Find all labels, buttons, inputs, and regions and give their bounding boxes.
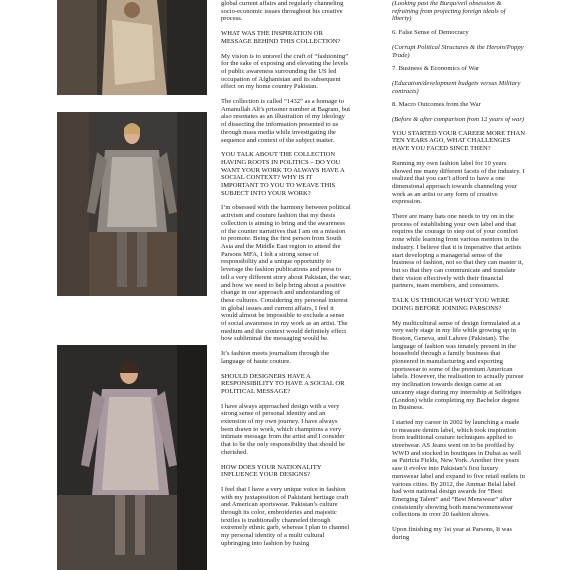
runway-photo-1-image xyxy=(57,0,207,95)
answer-politics-2: It’s fashion meets journalism through the language of haute couture. xyxy=(221,350,330,365)
question-politics: YOU TALK ABOUT THE COLLECTION HAVING ROOTS IN POLITICS – DO YOU WANT YOUR WORK TO ALWAYS HAVE A SOCIAL CONTEXT? WHY IS IT IMPORTANT TO YOU TO WEAVE THIS SUBJECT INTO YOUR WORK? xyxy=(221,151,345,197)
question-challenges: YOU STARTED YOUR CAREER MORE THAN TEN YEARS AGO, WHAT CHALLENGES HAVE YOU FACED SINCE THEN? xyxy=(392,129,525,153)
question-inspiration: WHAT WAS THE INSPIRATION OR MESSAGE BEHIND THIS COLLECTION? xyxy=(221,30,341,45)
list-note-6: (Corrupt Political Structures & the Heroin/Poppy Trade) xyxy=(392,43,524,59)
question-responsibility: SHOULD DESIGNERS HAVE A RESPONSIBILITY TO HAVE A SOCIAL OR POLITICAL MESSAGE? xyxy=(221,372,345,395)
runway-photo-2 xyxy=(57,112,207,296)
list-note-5: (Looking past the Burqa/veil obsession & refraining from projecting foreign ideals of liberty) xyxy=(392,0,506,23)
list-item-8: 8. Macro Outcomes from the War xyxy=(392,101,481,109)
list-note-8: (Before & after comparison from 12 years of war) xyxy=(392,116,525,124)
runway-photo-1 xyxy=(57,0,207,95)
answer-challenges-2: There are many hats one needs to try on in the process of establishing your own label and that requires the courage to step out of your comfort zone while learning from various mentors in the industry. I believe that it is imperative that artists start developing a managerial sense of the business of fashion, not so that they can master it, but so that they can communicate and translate their vision effectively with their financial partners, team members, and consumers. xyxy=(392,213,524,290)
question-nationality: HOW DOES YOUR NATIONALITY INFLUENCE YOUR DESIGNS? xyxy=(221,463,322,479)
runway-photo-2-image xyxy=(57,112,207,296)
intro-paragraph: global current affairs and regularly channeling socio-economic issues throughout his creative process. xyxy=(221,0,344,23)
answer-responsibility: I have always approached design with a very strong sense of personal identity and an extension of my own journey. I have always been drawn to work, which champions a very intimate message from the artist and I consider that to be the only responsibility that should be cherished. xyxy=(221,402,345,456)
article-column-right xyxy=(392,0,525,548)
answer-before-parsons-3: Upon finishing my 1st year at Parsons, It was during xyxy=(392,526,512,541)
answer-before-parsons-2: I started my career in 2002 by launching a made to measure denim label, which took inspiration from traditional couture techniques applied to streetwear. AS Jeans went on to be profiled by WWD and stocked in boutiques in Dubai as well as Patricia Fields, New York. Another five years saw it evolve into Pakistan’s first luxury menswear label and expand to five retail outlets in various cities. By 2012, the Ammar Belal label had won national design awards for “Best Emerging Talent” and “Best Menswear” after consistently showing both mens/womenswear collections in over 20 fashion shows. xyxy=(392,418,525,519)
article-column-middle xyxy=(221,0,351,555)
answer-before-parsons-1: My multicultural sense of design formulated at a very early stage in my life while growing up in Boston, Geneva, and Lahore (Pakistan). The language of fashion was innately present in the household through a family business that pioneered in manufacturing and exporting sportswear to some of the premium American labels. However, the realisation to actually pursue my inclination towards design came at an uncanny stage during my internship at Selfridges (London) while completing my Bachelor degree in Business. xyxy=(392,319,524,412)
list-note-7: (Education/development budgets versus Military contracts) xyxy=(392,79,521,95)
answer-nationality: I feel that I have a very unique voice in fashion with my juxtaposition of Pakistani heritage craft and American sportswear. Pakistan’s culture through its color, embroideries and majestic textiles is traditionally channeled through extremely ethnic garb, whereas I plan to channel my personal identity of a multi cultural upbringing into fashion by fusing xyxy=(221,485,350,547)
runway-photo-3 xyxy=(57,345,207,570)
answer-challenges-1: Running my own fashion label for 10 years showed me many different facets of the industry. I realized that you can’t afford to have a one dimensional approach towards channeling your work as an artist or any form of creative expression. xyxy=(392,159,525,206)
list-item-6: 6. False Sense of Democracy xyxy=(392,29,469,37)
answer-inspiration-1: My vision is to unravel the craft of “fashioning” for the sake of exposing and elevating the levels of public awareness surrounding the US led occupation of Afghanistan and its subsequent effect on my home country Pakistan. xyxy=(221,52,349,91)
answer-inspiration-2: The collection is called “1432” as a homage to Amanullah Ali’s prisoner number at Bagram, but also resonates as an illustration of my ideology of dissecting the information presented to us through mass media while investigating the sequence and context of the subject matter. xyxy=(221,98,351,144)
answer-politics-1: I’m obsessed with the harmony between political activism and couture fashion that my thesis collection is aiming to bring and the awareness of the counter narratives that I am on a mission to promote. Being the first person from South Asia and the Middle East region to attend the Parsons MFA, I felt a strong sense of responsibility and a unique opportunity to leverage the fashion publications and press to tell a very different story about Pakistan, the war, and how we need to help bring about a positive change in our approach and understanding of these cultures. Considering my personal interest in global issues and current affairs, I feel it would almost be impossible to exclude a sense of social awareness in my work as an artist. The medium and the context would definitely effect how subliminal the messaging would be. xyxy=(221,204,351,343)
question-before-parsons: TALK US THROUGH WHAT YOU WERE DOING BEFORE JOINING PARSONS? xyxy=(392,297,510,312)
runway-photo-3-image xyxy=(57,345,207,570)
list-item-7: 7. Business & Economics of War xyxy=(392,65,480,73)
